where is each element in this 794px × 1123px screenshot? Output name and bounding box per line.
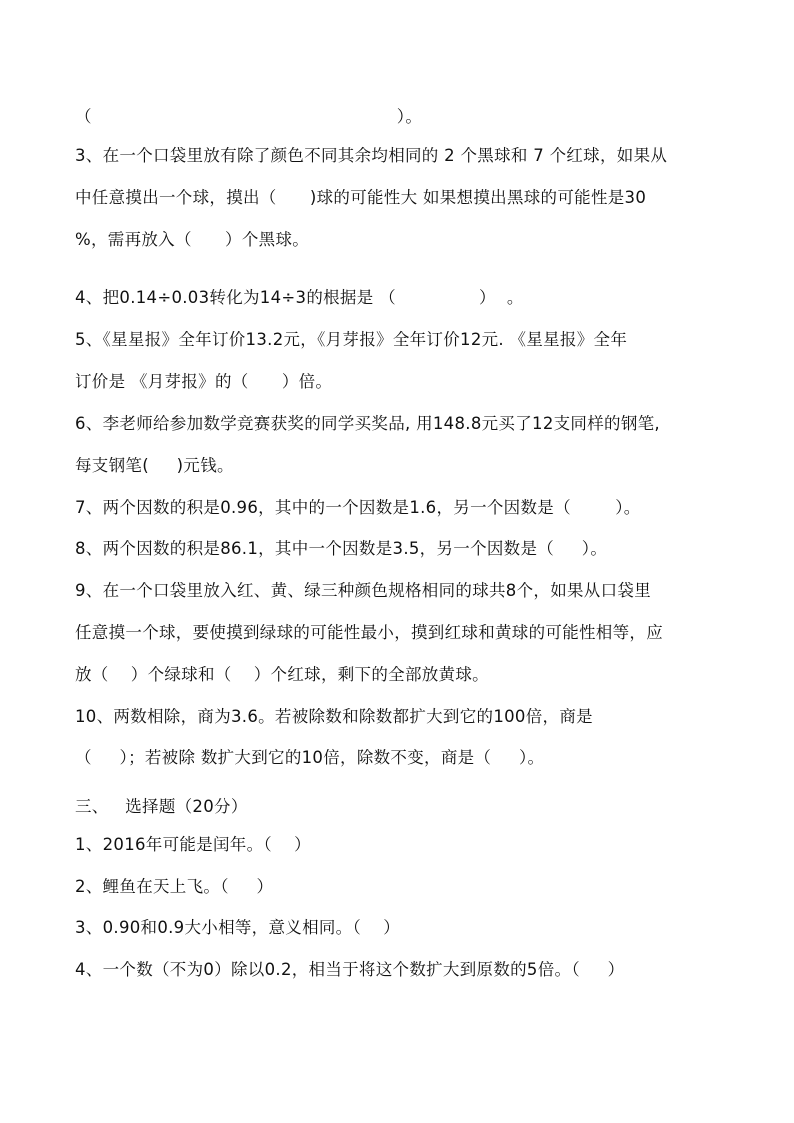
choice-question-4: 4、一个数（不为0）除以0.2，相当于将这个数扩大到原数的5倍。（ ） (75, 960, 625, 979)
question-9-line-1: 9、在一个口袋里放入红、黄、绿三种颜色规格相同的球共8个，如果从口袋里 (75, 581, 651, 600)
section-3-heading: 三、 选择题（20分） (75, 797, 248, 816)
question-5-line-1: 5、《星星报》全年订价13.2元，《月芽报》全年订价12元. 《星星报》全年 (75, 330, 628, 349)
question-10-line-1: 10、两数相除，商为3.6。若被除数和除数都扩大到它的100倍，商是 (75, 707, 593, 726)
choice-question-1: 1、2016年可能是闰年。（ ） (75, 835, 311, 854)
choice-question-2: 2、鲤鱼在天上飞。（ ） (75, 877, 274, 896)
question-6-line-2: 每支钢笔( )元钱。 (75, 456, 234, 475)
question-4: 4、把0.14÷0.03转化为14÷3的根据是 （ ） 。 (75, 288, 524, 307)
question-3-line-1: 3、在一个口袋里放有除了颜色不同其余均相同的 2 个黑球和 7 个红球，如果从 (75, 146, 668, 165)
text-line-answer-bracket: （ ）。 (75, 107, 423, 126)
question-10-line-2: （ ）；若被除 数扩大到它的10倍，除数不变，商是（ ）。 (75, 748, 545, 767)
question-7: 7、两个因数的积是0.96，其中的一个因数是1.6，另一个因数是（ ）。 (75, 498, 641, 517)
question-9-line-3: 放（ ）个绿球和（ ）个红球，剩下的全部放黄球。 (75, 665, 489, 684)
question-3-line-2: 中任意摸出一个球，摸出（ )球的可能性大 如果想摸出黑球的可能性是30 (75, 188, 647, 207)
question-9-line-2: 任意摸一个球，要使摸到绿球的可能性最小，摸到红球和黄球的可能性相等，应 (75, 623, 663, 642)
question-3-line-3: %，需再放入（ ）个黑球。 (75, 230, 310, 249)
question-6-line-1: 6、李老师给参加数学竞赛获奖的同学买奖品, 用148.8元买了12支同样的钢笔, (75, 414, 660, 433)
question-8: 8、两个因数的积是86.1，其中一个因数是3.5，另一个因数是（ ）。 (75, 539, 608, 558)
choice-question-3: 3、0.90和0.9大小相等，意义相同。（ ） (75, 918, 401, 937)
question-5-line-2: 订价是 《月芽报》的（ ）倍。 (75, 372, 333, 391)
